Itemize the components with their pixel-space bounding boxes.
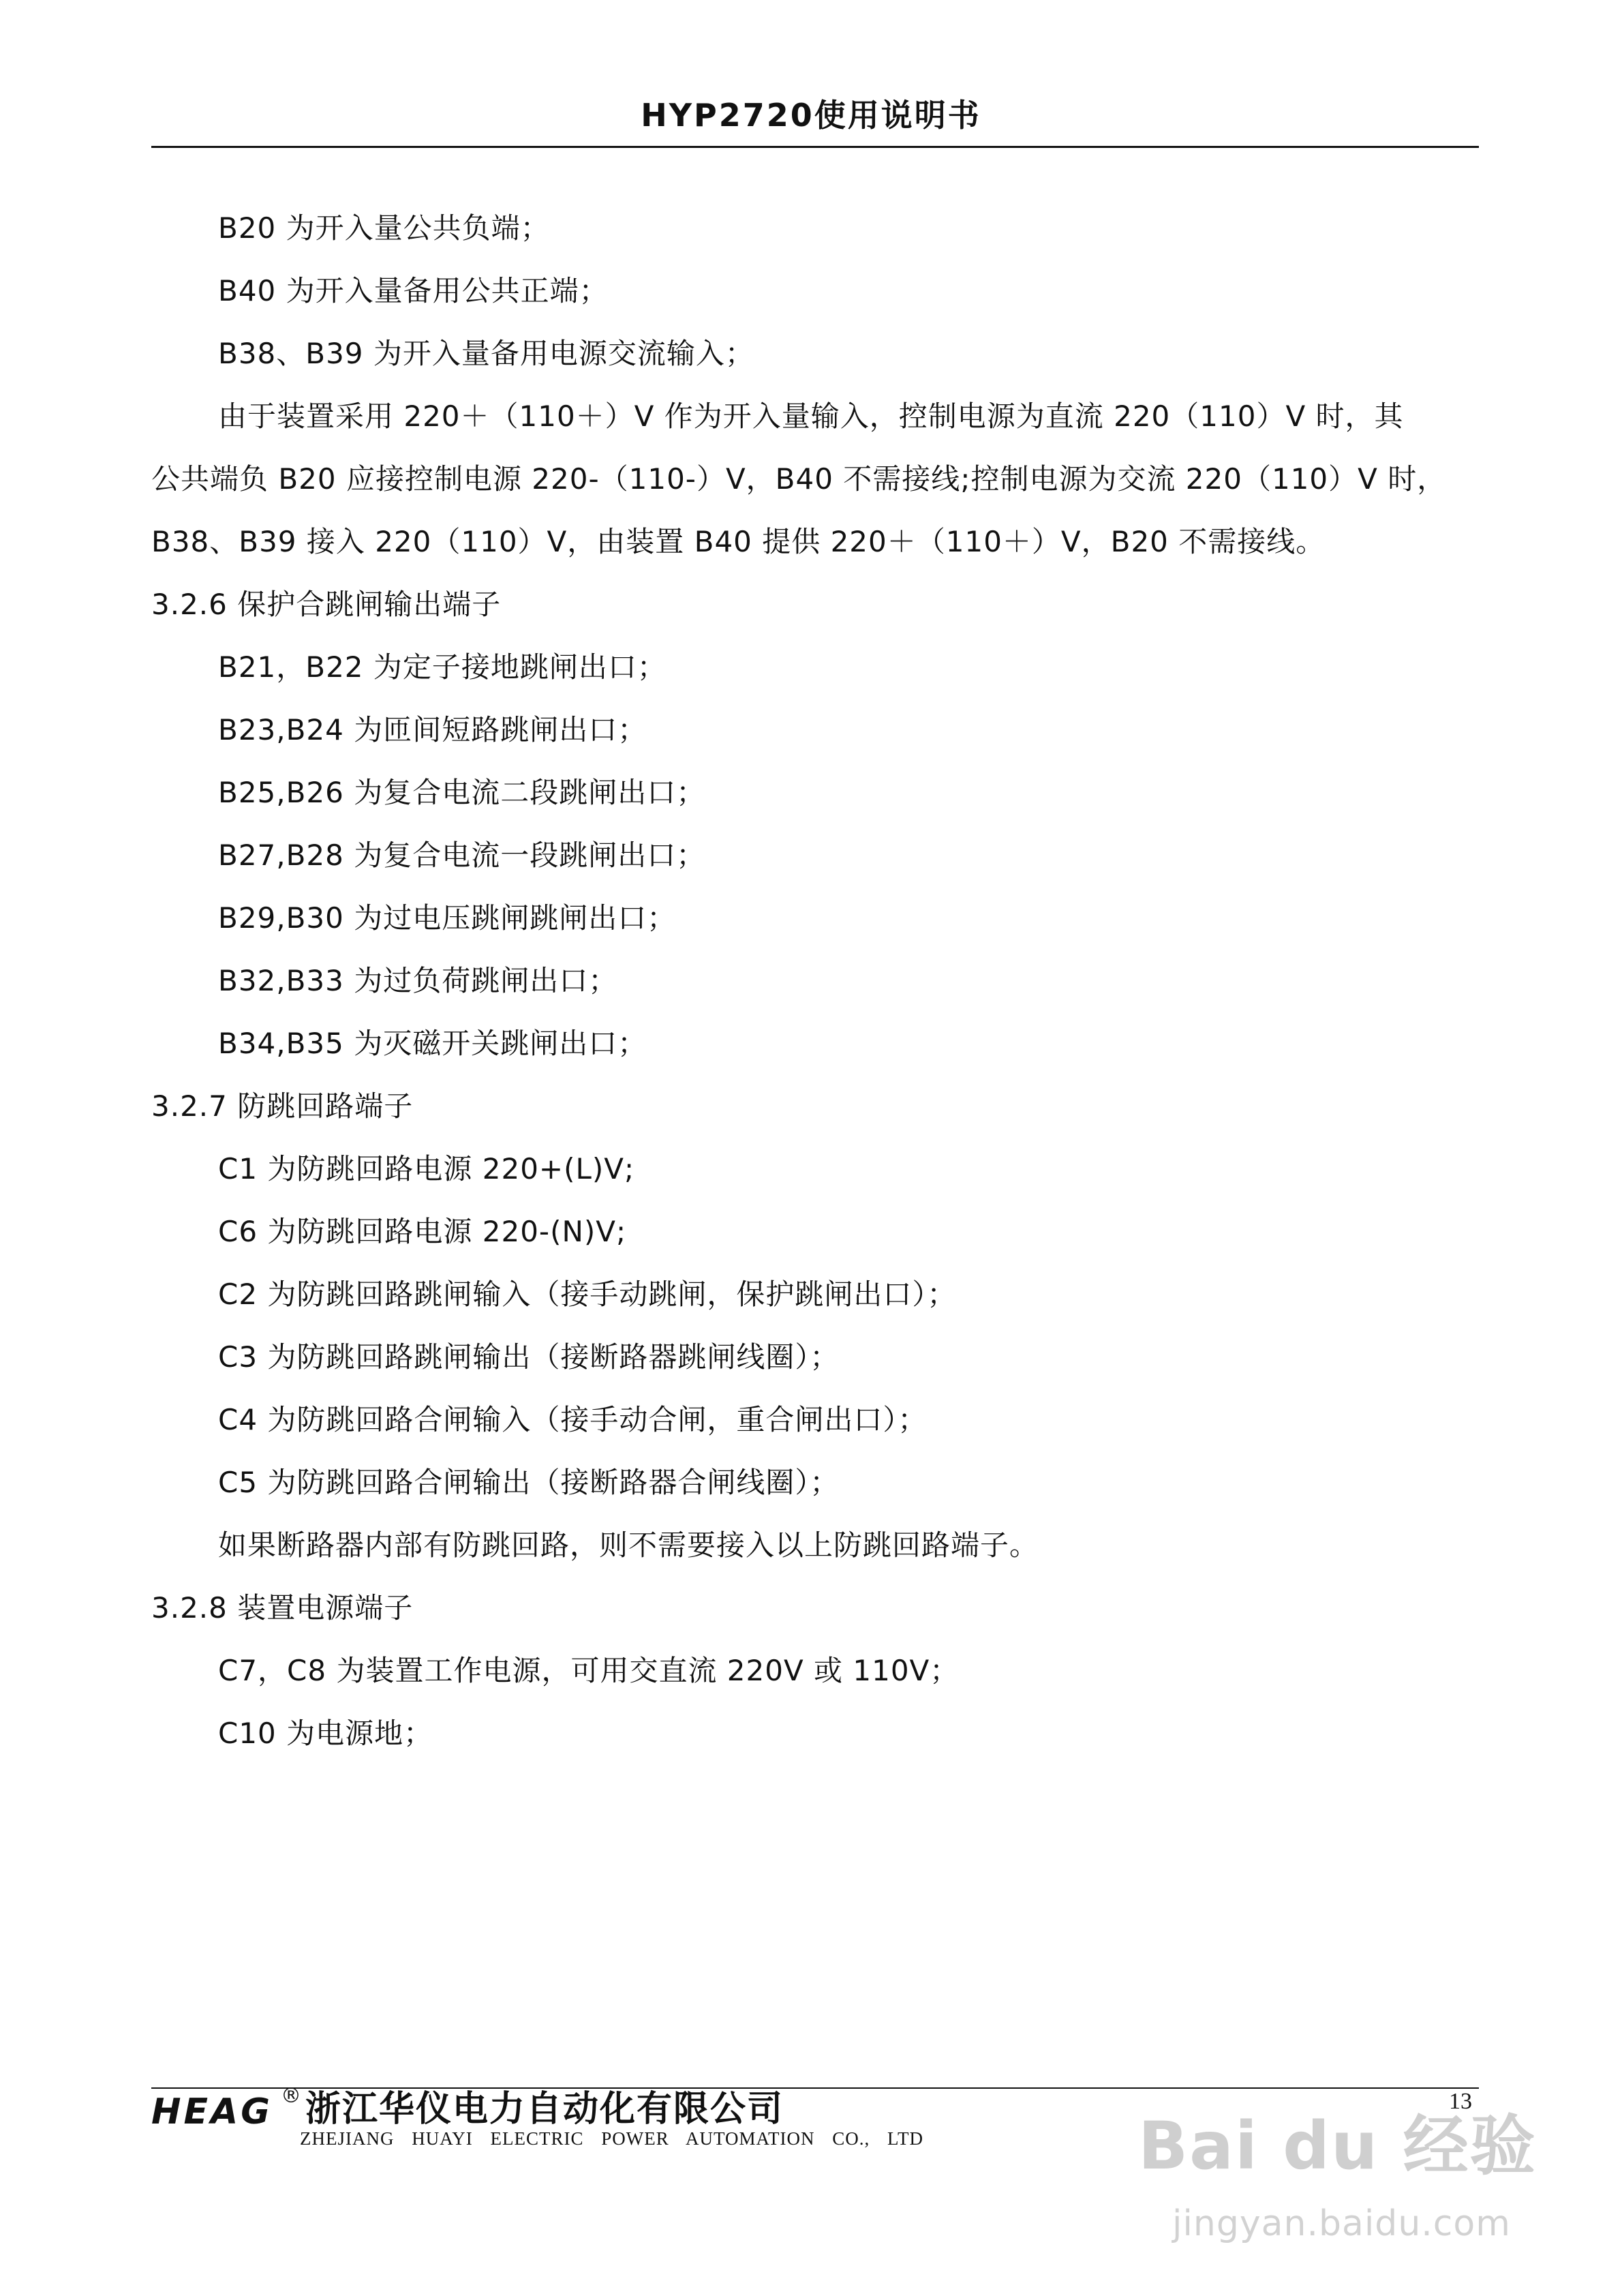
text-line-c6: C6 为防跳回路电源 220-(N)V; (218, 1215, 627, 1248)
text-line-b32: B32,B33 为过负荷跳闸出口； (218, 964, 618, 997)
document-title: HYP2720使用说明书 (641, 97, 981, 134)
section-heading-3-2-6: 3.2.6 保护合跳闸输出端子 (151, 588, 502, 621)
text-line-b25: B25,B26 为复合电流二段跳闸出口； (218, 776, 706, 809)
company-logo-brand: HEAG (151, 2091, 273, 2132)
paragraph-line-1: 由于装置采用 220＋（110＋）V 作为开入量输入，控制电源为直流 220（110）V 时，其 (218, 399, 1404, 433)
text-line-b29: B29,B30 为过电压跳闸跳闸出口； (218, 901, 677, 935)
section-heading-3-2-7: 3.2.7 防跳回路端子 (151, 1089, 414, 1123)
text-line-c1: C1 为防跳回路电源 220+(L)V; (218, 1152, 635, 1185)
watermark-url: jingyan.baidu.com (1172, 2203, 1511, 2244)
text-line-c5: C5 为防跳回路合闸输出（接断路器合闸线圈）； (218, 1466, 840, 1499)
registered-mark: ® (281, 2084, 301, 2108)
company-name-english: ZHEJIANG HUAYI ELECTRIC POWER AUTOMATION CO., LTD (300, 2128, 923, 2149)
paragraph-line-3: B38、B39 接入 220（110）V，由装置 B40 提供 220＋（110＋）V，B20 不需接线。 (151, 525, 1326, 558)
text-line-note: 如果断路器内部有防跳回路，则不需要接入以上防跳回路端子。 (218, 1528, 1039, 1562)
baidu-jingyan-watermark-logo: Bai du 经验 (1138, 2108, 1537, 2184)
section-heading-3-2-8: 3.2.8 装置电源端子 (151, 1591, 414, 1625)
text-line-c10: C10 为电源地； (218, 1717, 433, 1750)
text-line-c2: C2 为防跳回路跳闸输入（接手动跳闸，保护跳闸出口）； (218, 1278, 957, 1311)
paragraph-line-2: 公共端负 B20 应接控制电源 220-（110-）V，B40 不需接线;控制电源为交流 220（110）V 时， (151, 462, 1447, 496)
text-line-b34: B34,B35 为灭磁开关跳闸出口； (218, 1027, 647, 1060)
text-line-c4: C4 为防跳回路合闸输入（接手动合闸，重合闸出口）； (218, 1403, 928, 1436)
text-line-b38: B38、B39 为开入量备用电源交流输入； (218, 337, 754, 370)
text-line-b40: B40 为开入量备用公共正端； (218, 274, 609, 307)
text-line-c7: C7，C8 为装置工作电源，可用交直流 220V 或 110V； (218, 1654, 960, 1687)
text-line-b23: B23,B24 为匝间短路跳闸出口； (218, 713, 647, 746)
text-line-b21: B21，B22 为定子接地跳闸出口； (218, 650, 667, 684)
company-name-chinese: 浙江华仪电力自动化有限公司 (305, 2089, 784, 2130)
page-number: 13 (1449, 2089, 1472, 2114)
text-line-b27: B27,B28 为复合电流一段跳闸出口； (218, 839, 706, 872)
text-line-c3: C3 为防跳回路跳闸输出（接断路器跳闸线圈）； (218, 1340, 840, 1374)
text-line-b20: B20 为开入量公共负端； (218, 211, 550, 245)
